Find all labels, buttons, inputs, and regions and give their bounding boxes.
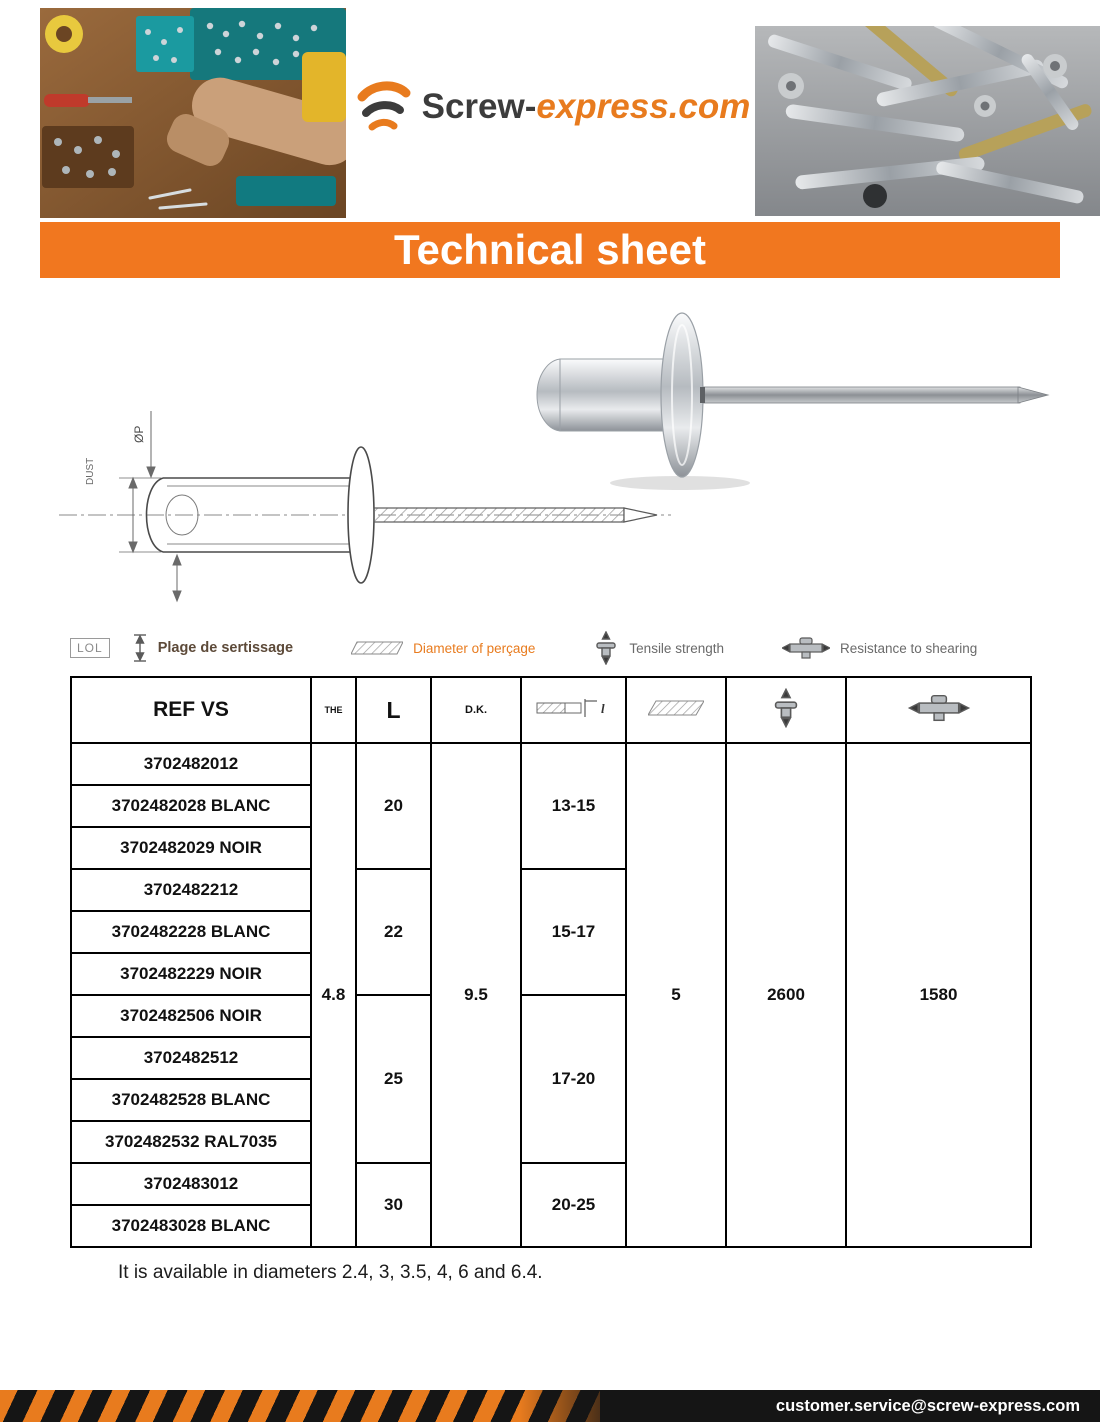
spec-table	[70, 676, 1032, 1248]
legend-item-shear-resistance	[782, 635, 977, 661]
drawing-label-dust: DUST	[85, 457, 96, 485]
clamp-range-cell: 17-20	[521, 995, 626, 1163]
length-cell: 30	[356, 1163, 431, 1247]
ref-cell: 3702482532 RAL7035	[71, 1121, 311, 1163]
rivet-figure	[0, 290, 1100, 630]
col-header-tensile-strength	[726, 677, 846, 743]
clamp-range-cell: 20-25	[521, 1163, 626, 1247]
rivet-technical-drawing	[55, 365, 675, 620]
page-title: Technical sheet	[393, 226, 706, 273]
shear-resistance-column-icon	[907, 692, 971, 724]
photo-screws	[755, 26, 1100, 216]
clamp-range-cell: 15-17	[521, 869, 626, 995]
crimp-range-column-icon	[535, 695, 613, 721]
table-row	[71, 743, 1031, 785]
ref-cell: 3702482528 BLANC	[71, 1079, 311, 1121]
footer-stripes-fade	[520, 1390, 640, 1422]
tensile-strength-icon	[593, 631, 619, 665]
photo-workbench	[40, 8, 346, 218]
ref-cell: 3702482028 BLANC	[71, 785, 311, 827]
col-header-the: THE	[311, 677, 356, 743]
length-cell: 20	[356, 743, 431, 869]
ref-cell: 3702482512	[71, 1037, 311, 1079]
table-header-row	[71, 677, 1031, 743]
shear-resistance-cell: 1580	[846, 743, 1031, 1247]
ref-cell: 3702483028 BLANC	[71, 1205, 311, 1247]
col-header-drill-diameter	[626, 677, 726, 743]
svg-text:l: l	[600, 700, 605, 716]
length-cell: 25	[356, 995, 431, 1163]
customer-service-email: customer.service@screw-express.com	[775, 1396, 1080, 1415]
tensile-strength-cell: 2600	[726, 743, 846, 1247]
legend-label: Diameter of perçage	[413, 640, 536, 656]
ref-cell: 3702483012	[71, 1163, 311, 1205]
brand-logo-icon	[354, 79, 412, 135]
col-header-crimp-range	[521, 677, 626, 743]
col-header-shear-resistance	[846, 677, 1031, 743]
dk-cell: 9.5	[431, 743, 521, 1247]
the-cell: 4.8	[311, 743, 356, 1247]
ref-cell: 3702482506 NOIR	[71, 995, 311, 1037]
footer-stripes-decoration	[0, 1390, 600, 1422]
col-header-l: L	[356, 677, 431, 743]
legend-item-tensile-strength	[593, 631, 724, 665]
legend-row	[70, 630, 1060, 666]
ref-cell: 3702482229 NOIR	[71, 953, 311, 995]
drill-diameter-cell: 5	[626, 743, 726, 1247]
legend-label: Plage de sertissage	[157, 640, 294, 656]
footer-bar	[0, 1390, 1100, 1422]
brand-name-prefix: Screw-	[421, 87, 537, 126]
length-cell: 22	[356, 869, 431, 995]
drill-diameter-column-icon	[648, 698, 704, 718]
brand-name-suffix: express.com	[536, 87, 751, 126]
drawing-label-head-diameter: ØP	[132, 425, 146, 443]
drill-diameter-icon	[351, 640, 403, 656]
legend-item-crimp-range	[132, 633, 293, 663]
ref-cell: 3702482212	[71, 869, 311, 911]
ref-cell: 3702482029 NOIR	[71, 827, 311, 869]
crimp-range-icon	[132, 633, 148, 663]
col-header-dk: D.K.	[431, 677, 521, 743]
legend-item-drill-diameter	[351, 640, 535, 656]
col-header-ref: REF VS	[71, 677, 311, 743]
ref-cell: 3702482228 BLANC	[71, 911, 311, 953]
ref-cell: 3702482012	[71, 743, 311, 785]
availability-note: It is available in diameters 2.4, 3, 3.5, 4, 6 and 6.4.	[118, 1262, 543, 1283]
drawing-stamp: LOL	[70, 638, 110, 658]
tensile-strength-column-icon	[771, 688, 801, 728]
clamp-range-cell: 13-15	[521, 743, 626, 869]
legend-label: Resistance to shearing	[839, 640, 978, 656]
title-banner	[40, 222, 1060, 278]
legend-label: Tensile strength	[629, 640, 724, 656]
brand-logo	[352, 72, 752, 142]
shear-resistance-icon	[782, 635, 830, 661]
brand-name	[422, 87, 751, 127]
